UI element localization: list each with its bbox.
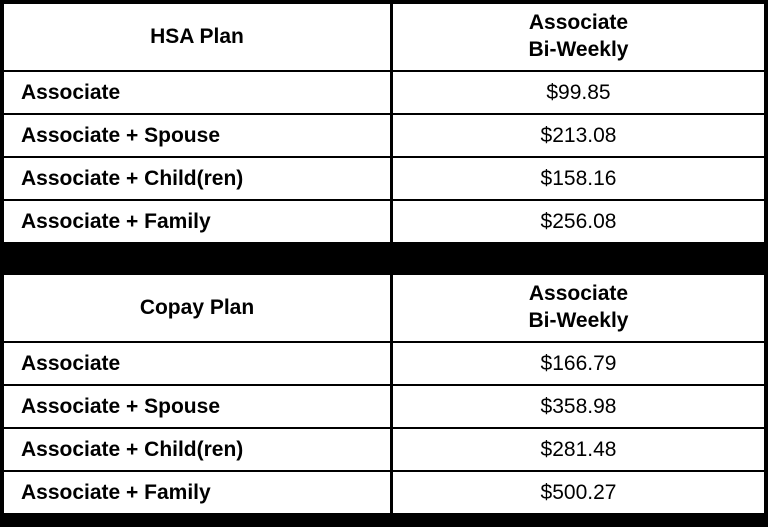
rate-value: $166.79 [390,343,764,384]
copay-amount-header-line1: Associate [528,282,629,306]
hsa-header-row [4,4,764,72]
coverage-tier-label: Associate + Spouse [21,123,220,147]
rate-value: $99.85 [390,72,764,113]
coverage-tier-label: Associate + Family [21,480,211,504]
copay-header-row [4,275,764,343]
table-row [4,201,764,242]
table-row [4,343,764,386]
table-row [4,72,764,115]
copay-amount-header [390,275,764,341]
coverage-tier-label: Associate [21,351,121,375]
rate-value: $358.98 [390,386,764,427]
hsa-plan-title: HSA Plan [150,25,244,48]
rate-value: $256.08 [390,201,764,242]
copay-amount-header-line2: Bi-Weekly [528,309,629,332]
table-row [4,386,764,429]
rate-value: $500.27 [390,472,764,513]
hsa-amount-header-line2: Bi-Weekly [528,38,629,61]
rate-value: $158.16 [390,158,764,199]
rate-value: $213.08 [390,115,764,156]
coverage-tier-label: Associate + Child(ren) [21,437,244,461]
hsa-amount-header [390,4,764,70]
table-row [4,158,764,201]
hsa-amount-header-line1: Associate [528,11,629,35]
copay-plan-title: Copay Plan [139,296,255,319]
copay-plan-table [4,275,764,513]
table-row [4,429,764,472]
rate-value: $281.48 [390,429,764,470]
coverage-tier-label: Associate + Child(ren) [21,166,244,190]
table-row [4,115,764,158]
table-row [4,472,764,513]
hsa-plan-table [4,4,764,242]
coverage-tier-label: Associate + Spouse [21,394,220,418]
coverage-tier-label: Associate [21,80,121,104]
coverage-tier-label: Associate + Family [21,209,211,233]
